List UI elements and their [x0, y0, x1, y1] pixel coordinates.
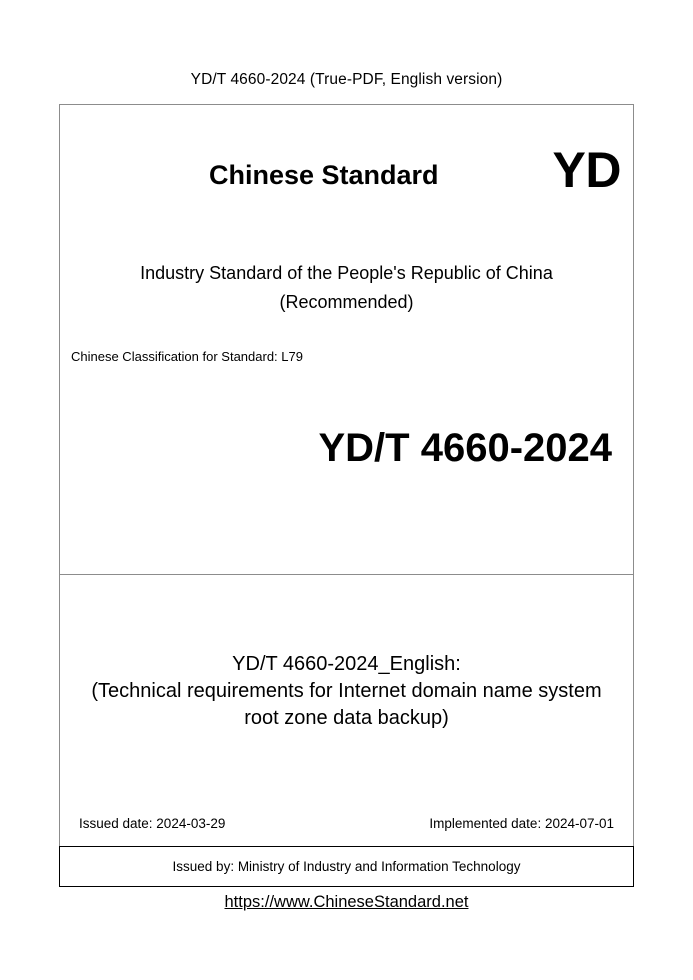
english-title-line-3: root zone data backup) — [244, 707, 449, 729]
english-title-line-1: YD/T 4660-2024_English: — [232, 653, 461, 675]
english-title — [60, 651, 633, 732]
classification: Chinese Classification for Standard: L79 — [71, 349, 303, 364]
industry-line-1: Industry Standard of the People's Republic of China — [140, 263, 553, 283]
standard-number: YD/T 4660-2024 — [318, 426, 612, 470]
section-divider — [60, 574, 633, 575]
issued-by-box — [59, 846, 634, 887]
standard-code-mark: YD — [552, 142, 621, 198]
cover-frame — [59, 104, 634, 887]
issued-by: Issued by: Ministry of Industry and Information Technology — [172, 859, 521, 874]
cover-title: Chinese Standard — [209, 160, 439, 190]
website-link[interactable]: https://www.ChineseStandard.net — [224, 893, 469, 911]
issued-date: Issued date: 2024-03-29 — [79, 816, 226, 831]
implemented-date: Implemented date: 2024-07-01 — [429, 816, 614, 831]
industry-standard-statement — [60, 259, 633, 317]
industry-line-2: (Recommended) — [279, 292, 414, 312]
english-title-line-2: (Technical requirements for Internet domain name system — [91, 680, 602, 702]
document-header: YD/T 4660-2024 (True-PDF, English version) — [190, 71, 503, 88]
